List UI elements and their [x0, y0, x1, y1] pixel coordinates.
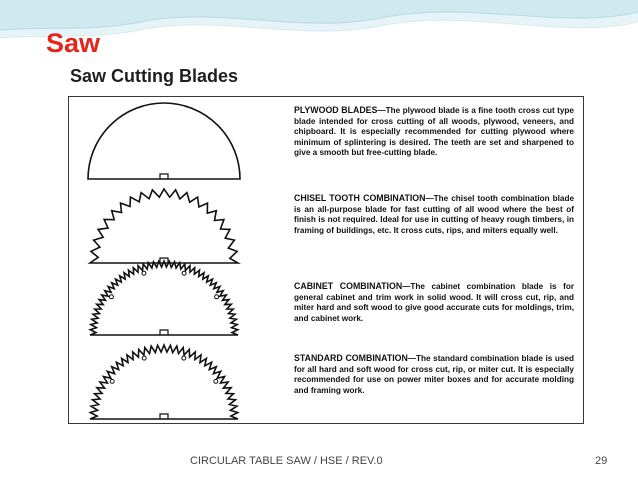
plywood-blade-drawing	[88, 103, 240, 179]
blade-heading: CABINET COMBINATION	[294, 281, 403, 291]
page-number: 29	[595, 455, 608, 467]
blade-entry-plywood	[294, 105, 574, 159]
cabinet-blade-drawing	[90, 261, 238, 335]
footer-text: CIRCULAR TABLE SAW / HSE / REV.0	[190, 455, 383, 467]
saw-blades-figure	[68, 96, 584, 424]
chisel-tooth-blade-drawing	[90, 189, 238, 263]
blade-description: —The cabinet combination blade is for general cabinet and trim work in solid wood. It will cross cut, rip, and miter hard and soft wood to give good accurate cuts for moldings, trim, and cabinet work.	[294, 282, 575, 323]
slide-subtitle: Saw Cutting Blades	[70, 66, 239, 86]
slide-title: Saw	[46, 28, 101, 58]
blade-entry-chisel	[294, 193, 574, 236]
blade-heading: CHISEL TOOTH COMBINATION	[294, 193, 426, 203]
blade-heading: PLYWOOD BLADES	[294, 105, 378, 115]
blade-description: —The plywood blade is a fine tooth cross cut type blade intended for cross cutting of all woods, plywood, veneers, and chipboard. It is especially recommended for cutting plywood where minimum of splintering is desired. The teeth are set and sharpened to give a smooth but free-cutting blade.	[294, 106, 574, 158]
blade-description: —The chisel tooth combination blade is an all-purpose blade for fast cutting of all wood where the best of finish is not required. Ideal for use in cutting of heavy rough timbers, in framing of buildings, etc. It cross cuts, rips, and miters equally well.	[294, 194, 574, 235]
blade-heading: STANDARD COMBINATION	[294, 353, 408, 363]
blade-entry-standard	[294, 353, 574, 396]
standard-blade-drawing	[90, 345, 238, 419]
blade-description: —The standard combination blade is used for all hard and soft wood for cross cut, rip, or miter cut. It is especially recommended for use on power miter boxes and for accurate molding and framing work.	[294, 354, 575, 395]
blade-entry-cabinet	[294, 281, 574, 324]
